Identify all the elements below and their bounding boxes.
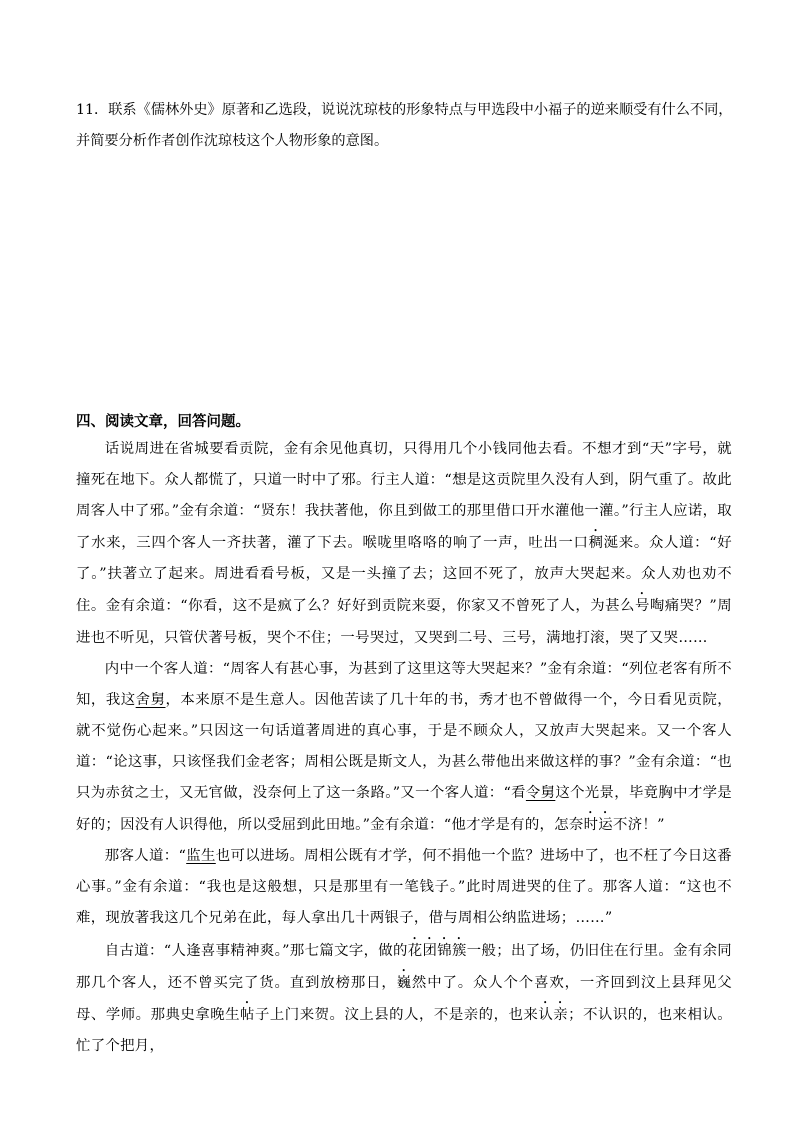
passage-text: ，本来原不是生意人。因他苦读了几十年的书，秀才也不曾做得一个，今日看见贡院，就不觉伤心起来。”只因这一句话道著周进的真心事，于是不顾众人，又放声大哭起来。又一个客人道：“论这事，只该怪我们金老客；周相公既是斯文人，为甚么带他出来做这样的事？”金有余道：“也只为赤贫之士，又无官做，没奈何上了这一条路。”又一个客人道：“看 (76, 691, 732, 802)
section-title: 四、阅读文章，回答问题。 (76, 414, 250, 430)
passage-text: 这个光景，毕竟胸中才学是好的；因没有人识得他，所以受屈到此田地。”金有余道：“他才学是有的，怎奈 (76, 785, 732, 834)
question-line-1: 11．联系《儒林外史》原著和乙选段，说说沈琼枝的形象特点与甲选段中小福子的逆来顺受有什么不同， (76, 102, 733, 118)
underlined-term: 舍舅 (135, 691, 166, 708)
emphasized-text: 时运 (583, 817, 613, 834)
passage-text: 也可以进场。周相公既有才学，何不捐他一个监？进场中了，也不枉了今日这番心事。”金有余道：“我也是这般想，只是那里有一笔钱子。”此时周进哭的住了。那客人道：“这也不难，现放著我这几个兄弟在此，每人拿出几十两银子，借与周相公纳监进场；……” (76, 848, 732, 927)
underlined-term: 令舅 (525, 785, 556, 802)
passage-text: 子上门来贺。汶上县的人，不是亲的，也来 (254, 1006, 539, 1023)
question-11 (76, 95, 736, 157)
passage-text: 内中一个客人道：“周客人有甚心事，为甚到了这里这等大哭起来？”金有余道：“列位老客有所不知，我这 (76, 660, 732, 708)
emphasized-text: 稠 (588, 535, 604, 552)
passage-paragraph (76, 935, 732, 1062)
passage-paragraph (76, 434, 732, 654)
passage (76, 434, 732, 1062)
passage-text: 自古道：“人逢喜事精神爽。”那七篇文字，做的 (104, 942, 408, 959)
passage-paragraph (76, 654, 732, 842)
passage-text: 一般；出了场，仍旧住在行里。金有余同那几个客人，还不曾买完了货。直到放榜那日， (76, 942, 732, 991)
passage-paragraph (76, 841, 732, 934)
underlined-term: 监生 (186, 848, 216, 865)
passage-text: 涎来。众人道：“好了。”扶著立了起来。周进看看号板，又是一头撞了去；这回不死了，放声大哭起来。众人劝也劝不住。金有余道：“你看，这不是疯了么？好好到贡院来耍，你家又不曾死了人，为甚么 (76, 535, 732, 615)
emphasized-text: 巍 (396, 974, 412, 991)
emphasized-text: 号 (634, 598, 650, 615)
passage-text: 不济！” (613, 817, 665, 834)
passage-text: 然中了。众人个个喜欢，一齐回到汶上县拜见父母、学师。那典史拿晚生 (76, 974, 732, 1023)
emphasized-text: 帖 (240, 1006, 255, 1023)
passage-text: 啕痛哭？”周进也不听见，只管伏著号板，哭个不住；一号哭过，又哭到二号、三号，满地打滚，哭了又哭…… (76, 598, 732, 646)
passage-text: 那客人道：“ (104, 848, 187, 865)
emphasized-text: 认亲 (538, 1006, 569, 1023)
passage-text: ；不认识的，也来相认。忙了个把月， (76, 1006, 732, 1054)
passage-text: 话说周进在省城要看贡院，金有余见他真切，只得用几个小钱同他去看。不想才到“天”字号，就撞死在地下。众人都慌了，只道一时中了邪。行主人道：“想是这贡院里久没有人到，阴气重了。故此周客人中了邪。”金有余道：“贤东！我扶著他，你且到做工的那里借口开水灌他一灌。”行主人应诺，取了水来，三四个客人一齐扶著，灌了下去。喉咙里咯咯的响了一声，吐出一口 (76, 441, 732, 552)
emphasized-text: 花团锦簇 (407, 942, 467, 959)
question-line-2: 并简要分析作者创作沈琼枝这个人物形象的意图。 (76, 133, 389, 149)
